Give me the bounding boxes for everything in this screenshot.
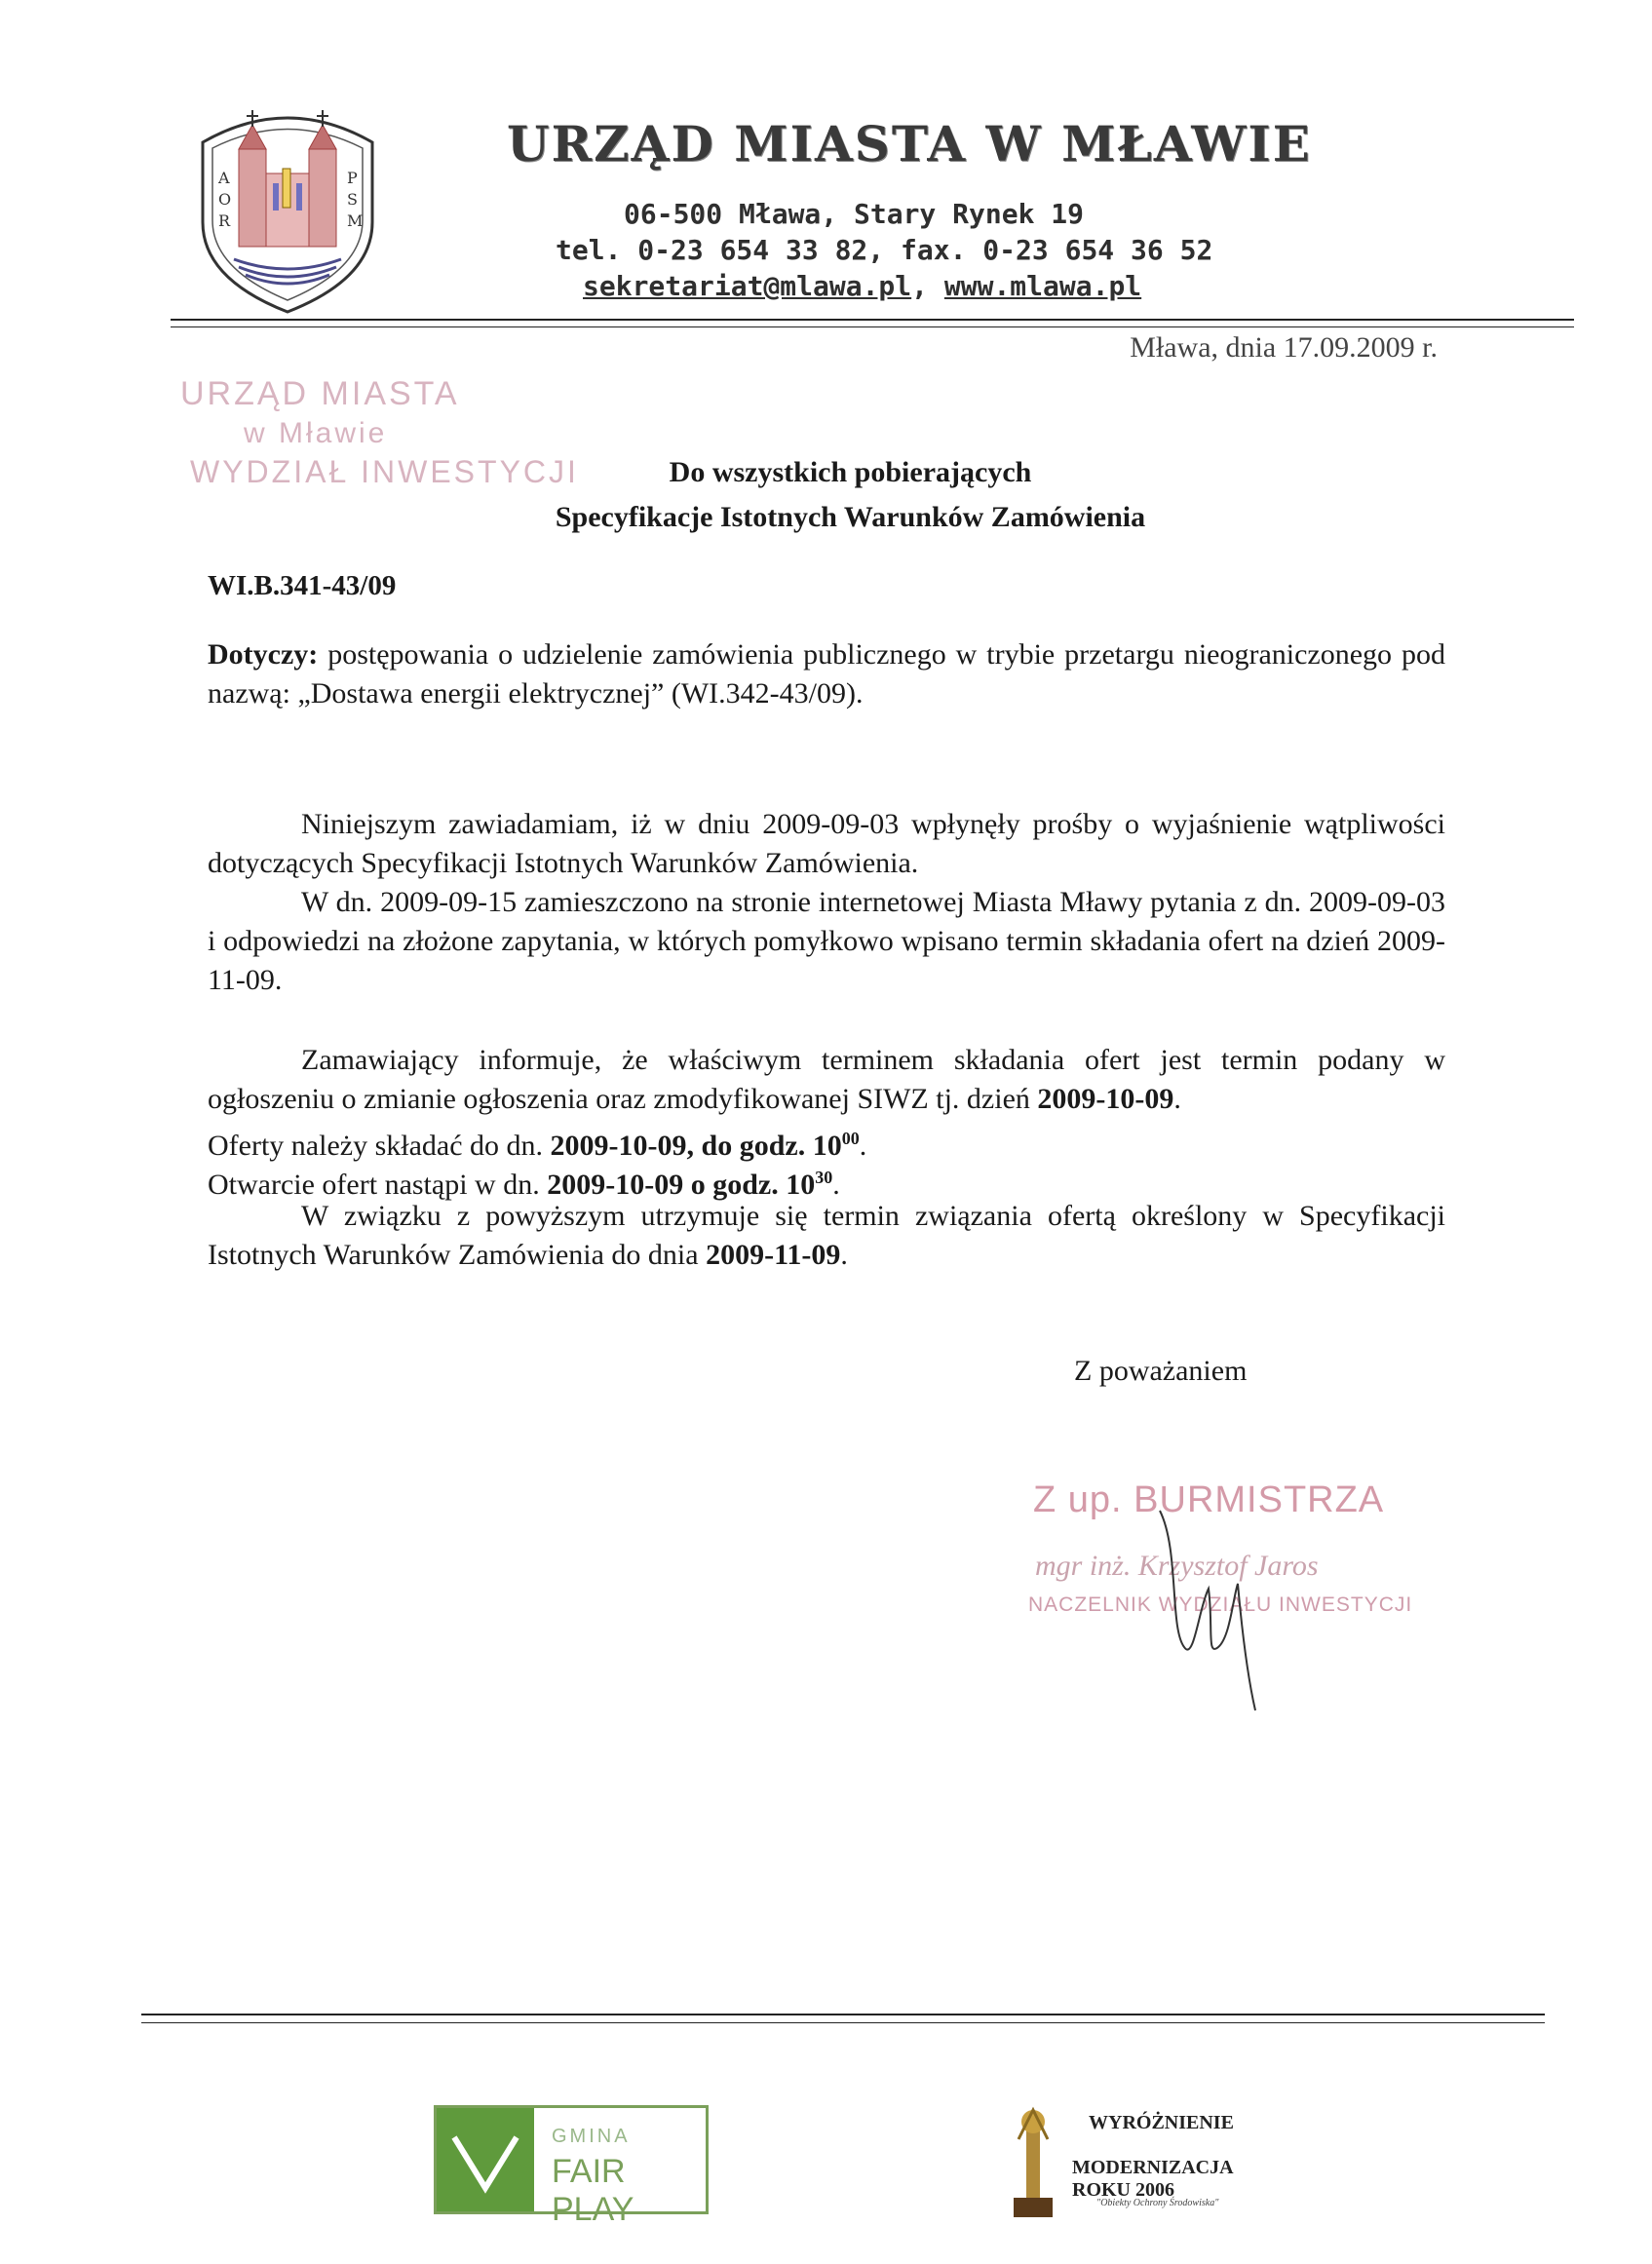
award-name: MODERNIZACJA ROKU 2006 <box>1072 2157 1233 2201</box>
crest-letter: A <box>218 169 230 187</box>
office-stamp-line2: w Mławie <box>244 417 388 449</box>
signature-stamp-title: NACZELNIK WYDZIAŁU INWESTYCJI <box>1028 1593 1413 1616</box>
p6-text: W związku z powyższym utrzymuje się termin związania ofertą określony w Specyfikacji Istotnych Warunków Zamówienia do dnia <box>208 1200 1445 1271</box>
p6-end: . <box>840 1239 848 1271</box>
contact-separator: , <box>911 270 944 302</box>
header-divider <box>171 319 1574 321</box>
crest-letter: S <box>347 190 358 209</box>
subject-text: postępowania o udzielenie zamówienia publicznego w trybie przetargu nieograniczonego pod nazwą: „Dostawa energii elektrycznej” (WI.342-43/09). <box>208 638 1445 710</box>
office-stamp-line1: URZĄD MIASTA <box>180 375 460 412</box>
office-address: 06-500 Mława, Stary Rynek 19 <box>624 198 1085 230</box>
p3-text: Zamawiający informuje, że właściwym terminem składania ofert jest termin podany w ogłoszeniu o zmianie ogłoszenia oraz zmodyfikowanej SIWZ tj. dzień <box>208 1044 1445 1115</box>
signature-stamp-line1: Z up. BURMISTRZA <box>1033 1479 1385 1520</box>
closing-phrase: Z poważaniem <box>1074 1355 1248 1387</box>
footer-divider <box>141 2014 1545 2015</box>
office-stamp-line3: WYDZIAŁ INWESTYCJI <box>190 454 579 489</box>
website-link[interactable]: www.mlawa.pl <box>943 270 1142 302</box>
p3-date: 2009-10-09 <box>1037 1083 1174 1115</box>
l5-text: Otwarcie ofert nastąpi w dn. <box>208 1169 548 1201</box>
handwritten-signature <box>1140 1491 1267 1715</box>
fair-play-gmina: GMINA <box>552 2126 631 2147</box>
office-contact <box>583 270 1141 302</box>
body-paragraph-2: W dn. 2009-09-15 zamieszczono na stronie internetowej Miasta Mławy pytania z dn. 2009-09-03 i odpowiedzi na złożone zapytania, w których pomyłkowo wpisano termin składania ofert na dzień 2009-11-09. <box>208 886 1445 996</box>
l5-sup: 30 <box>815 1168 833 1187</box>
l4-end: . <box>859 1130 867 1162</box>
crest-letter: O <box>218 190 232 209</box>
letter-date: Mława, dnia 17.09.2009 r. <box>1130 331 1438 364</box>
email-link[interactable]: sekretariat@mlawa.pl <box>583 270 912 302</box>
addressee-line2: Specyfikacje Istotnych Warunków Zamówienia <box>555 501 1146 533</box>
p6-date: 2009-11-09 <box>706 1239 841 1271</box>
addressee-line1: Do wszystkich pobierających <box>669 456 1032 488</box>
reference-number: WI.B.341-43/09 <box>208 570 397 601</box>
p3-end: . <box>1173 1083 1181 1115</box>
check-icon <box>437 2108 534 2211</box>
l5-end: . <box>832 1169 840 1201</box>
fair-play-name: FAIR PLAY <box>552 2153 634 2228</box>
body-paragraph-3 <box>208 1041 1445 1119</box>
l5-bold-text: 2009-10-09 o godz. 10 <box>547 1169 816 1201</box>
city-crest-logo <box>195 105 380 315</box>
l4-sup: 00 <box>841 1129 860 1148</box>
body-paragraph-1: Niniejszym zawiadamiam, iż w dniu 2009-09-03 wpłynęły prośby o wyjaśnienie wątpliwości dotyczących Specyfikacji Istotnych Warunków Zamówienia. <box>208 808 1445 879</box>
office-phone-fax: tel. 0-23 654 33 82, fax. 0-23 654 36 52 <box>556 234 1213 266</box>
signature-stamp-name: mgr inż. Krzysztof Jaros <box>1035 1550 1319 1582</box>
crest-letter: R <box>218 211 231 230</box>
crest-letter: P <box>347 169 358 187</box>
subject-paragraph <box>208 635 1445 713</box>
l4-text: Oferty należy składać do dn. <box>208 1130 551 1162</box>
header-divider-thin <box>171 326 1574 327</box>
addressee <box>0 450 1652 540</box>
fair-play-badge <box>434 2105 709 2228</box>
award-title: WYRÓŻNIENIE <box>1089 2112 1234 2133</box>
office-title: URZĄD MIASTA W MŁAWIE <box>507 115 1312 173</box>
footer-divider-thin <box>141 2022 1545 2023</box>
modernization-award-badge <box>999 2100 1272 2222</box>
crest-letter: M <box>347 211 364 230</box>
fair-play-v-mark <box>437 2108 534 2211</box>
body-paragraph-6 <box>208 1197 1445 1275</box>
award-category: "Obiekty Ochrony Środowiska" <box>1096 2198 1219 2208</box>
l4-bold-text: 2009-10-09, do godz. 10 <box>550 1130 842 1162</box>
subject-label: Dotyczy: <box>208 638 319 671</box>
trophy-icon <box>999 2100 1067 2222</box>
